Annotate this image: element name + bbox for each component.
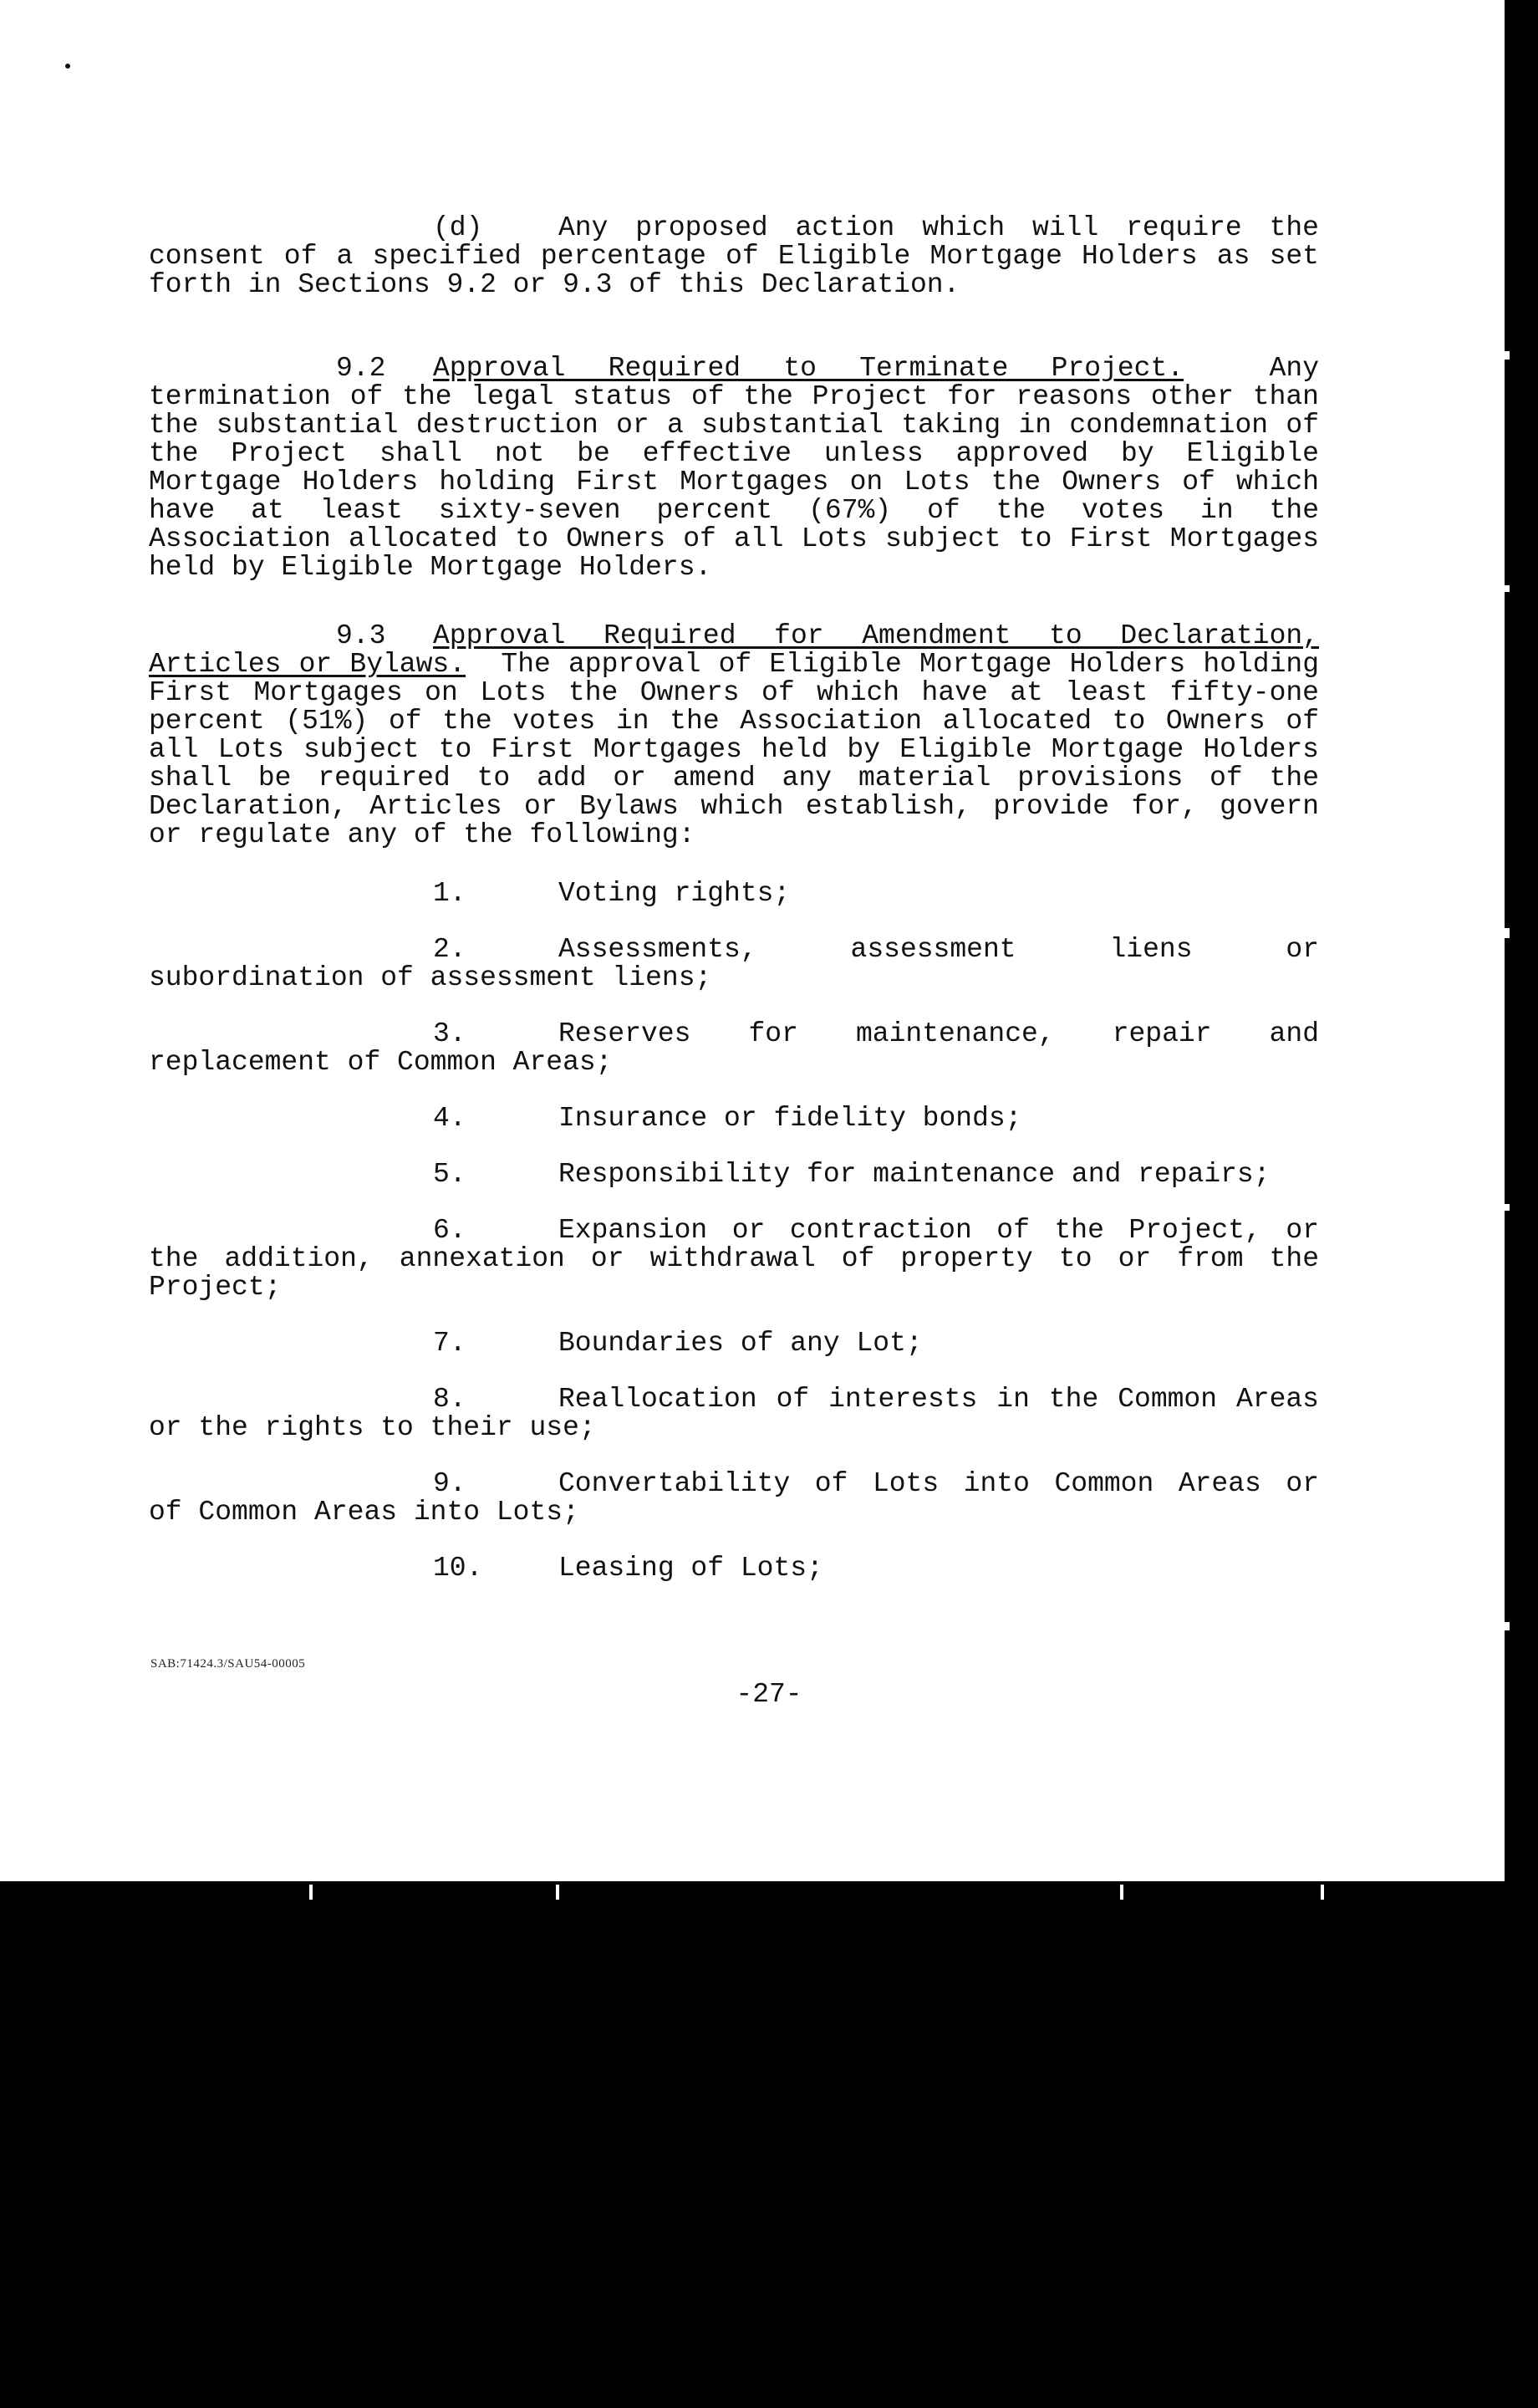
page-number: -27- — [736, 1679, 802, 1710]
list-item-number: 3. — [433, 1018, 466, 1049]
list-item-text: Assessments, assessment liens or subordination of assessment liens; — [149, 934, 1319, 993]
list-item-number: 2. — [433, 934, 466, 965]
paragraph-text: Any proposed action which will require the consent of a specified percentage of Eligible Mortgage Holders as set forth in Sections 9.2 or 9.3 of this Declaration. — [149, 212, 1319, 300]
scan-speck — [1505, 928, 1510, 938]
section-9-2 — [149, 355, 1319, 582]
list-item-number: 6. — [433, 1215, 466, 1246]
section-heading: Approval Required for Amendment to Declaration, Articles or Bylaws. — [149, 620, 1319, 680]
list-item-text: Boundaries of any Lot; — [558, 1328, 923, 1359]
section-text: Any termination of the legal status of the Project for reasons other than the substantial destruction or a substantial taking in condemnation of the Project shall not be effective unless approved by Eligible Mortgage Holders holding First Mortgages on Lots the Owners of which have at least sixty-seven percent (67%) of the votes in the Association allocated to Owners of all Lots subject to First Mortgages held by Eligible Mortgage Holders. — [149, 353, 1320, 583]
document-body — [149, 214, 1319, 1610]
list-item-text: Voting rights; — [558, 878, 791, 909]
section-9-3 — [149, 622, 1319, 849]
list-item — [149, 1329, 1319, 1358]
scan-edge-bottom — [0, 1881, 1538, 1901]
list-item — [149, 936, 1319, 992]
list-item — [149, 1020, 1319, 1077]
section-text: The approval of Eligible Mortgage Holders holding First Mortgages on Lots the Owners of which have at least fifty-one percent (51%) of the votes in the Association allocated to Owners of all Lots subject to First Mortgages held by Eligible Mortgage Holders shall be required to add or amend any material provisions of the Declaration, Articles or Bylaws which establish, provide for, govern or regulate any of the following: — [149, 649, 1320, 850]
scan-speck — [1321, 1885, 1324, 1900]
list-item-number: 5. — [433, 1159, 466, 1190]
scan-speck — [1505, 1204, 1510, 1211]
section-number: 9.2 — [336, 353, 386, 384]
scan-speck — [65, 64, 70, 69]
requirements-list — [149, 880, 1319, 1583]
list-item-text: Reallocation of interests in the Common Areas or the rights to their use; — [149, 1384, 1319, 1443]
document-code: SAB:71424.3/SAU54-00005 — [150, 1657, 306, 1671]
scan-speck — [556, 1885, 559, 1900]
list-item-text: Convertability of Lots into Common Areas or of Common Areas into Lots; — [149, 1468, 1319, 1528]
list-item-number: 1. — [433, 878, 466, 909]
list-item — [149, 1161, 1319, 1189]
scan-speck — [1505, 351, 1510, 360]
paragraph-label: (d) — [433, 212, 483, 243]
list-item — [149, 1554, 1319, 1583]
list-item — [149, 880, 1319, 908]
list-item-number: 4. — [433, 1103, 466, 1134]
list-item-text: Insurance or fidelity bonds; — [558, 1103, 1022, 1134]
section-number: 9.3 — [336, 620, 386, 651]
list-item — [149, 1385, 1319, 1442]
section-heading: Approval Required to Terminate Project. — [433, 353, 1184, 384]
list-item-text: Leasing of Lots; — [558, 1553, 823, 1584]
list-item — [149, 1217, 1319, 1302]
list-item — [149, 1470, 1319, 1527]
list-item-number: 10. — [433, 1553, 483, 1584]
list-item-text: Expansion or contraction of the Project, or the addition, annexation or withdrawal of property to or from the Project; — [149, 1215, 1319, 1303]
list-item — [149, 1105, 1319, 1133]
paragraph-d — [149, 214, 1319, 299]
scan-speck — [1505, 1622, 1510, 1630]
scan-edge-right — [1505, 0, 1538, 1881]
list-item-text: Responsibility for maintenance and repairs; — [558, 1159, 1271, 1190]
scan-speck — [309, 1885, 313, 1900]
list-item-text: Reserves for maintenance, repair and replacement of Common Areas; — [149, 1018, 1319, 1078]
list-item-number: 7. — [433, 1328, 466, 1359]
list-item-number: 9. — [433, 1468, 466, 1499]
list-item-number: 8. — [433, 1384, 466, 1415]
scan-speck — [1505, 585, 1510, 592]
scan-speck — [1120, 1885, 1123, 1900]
